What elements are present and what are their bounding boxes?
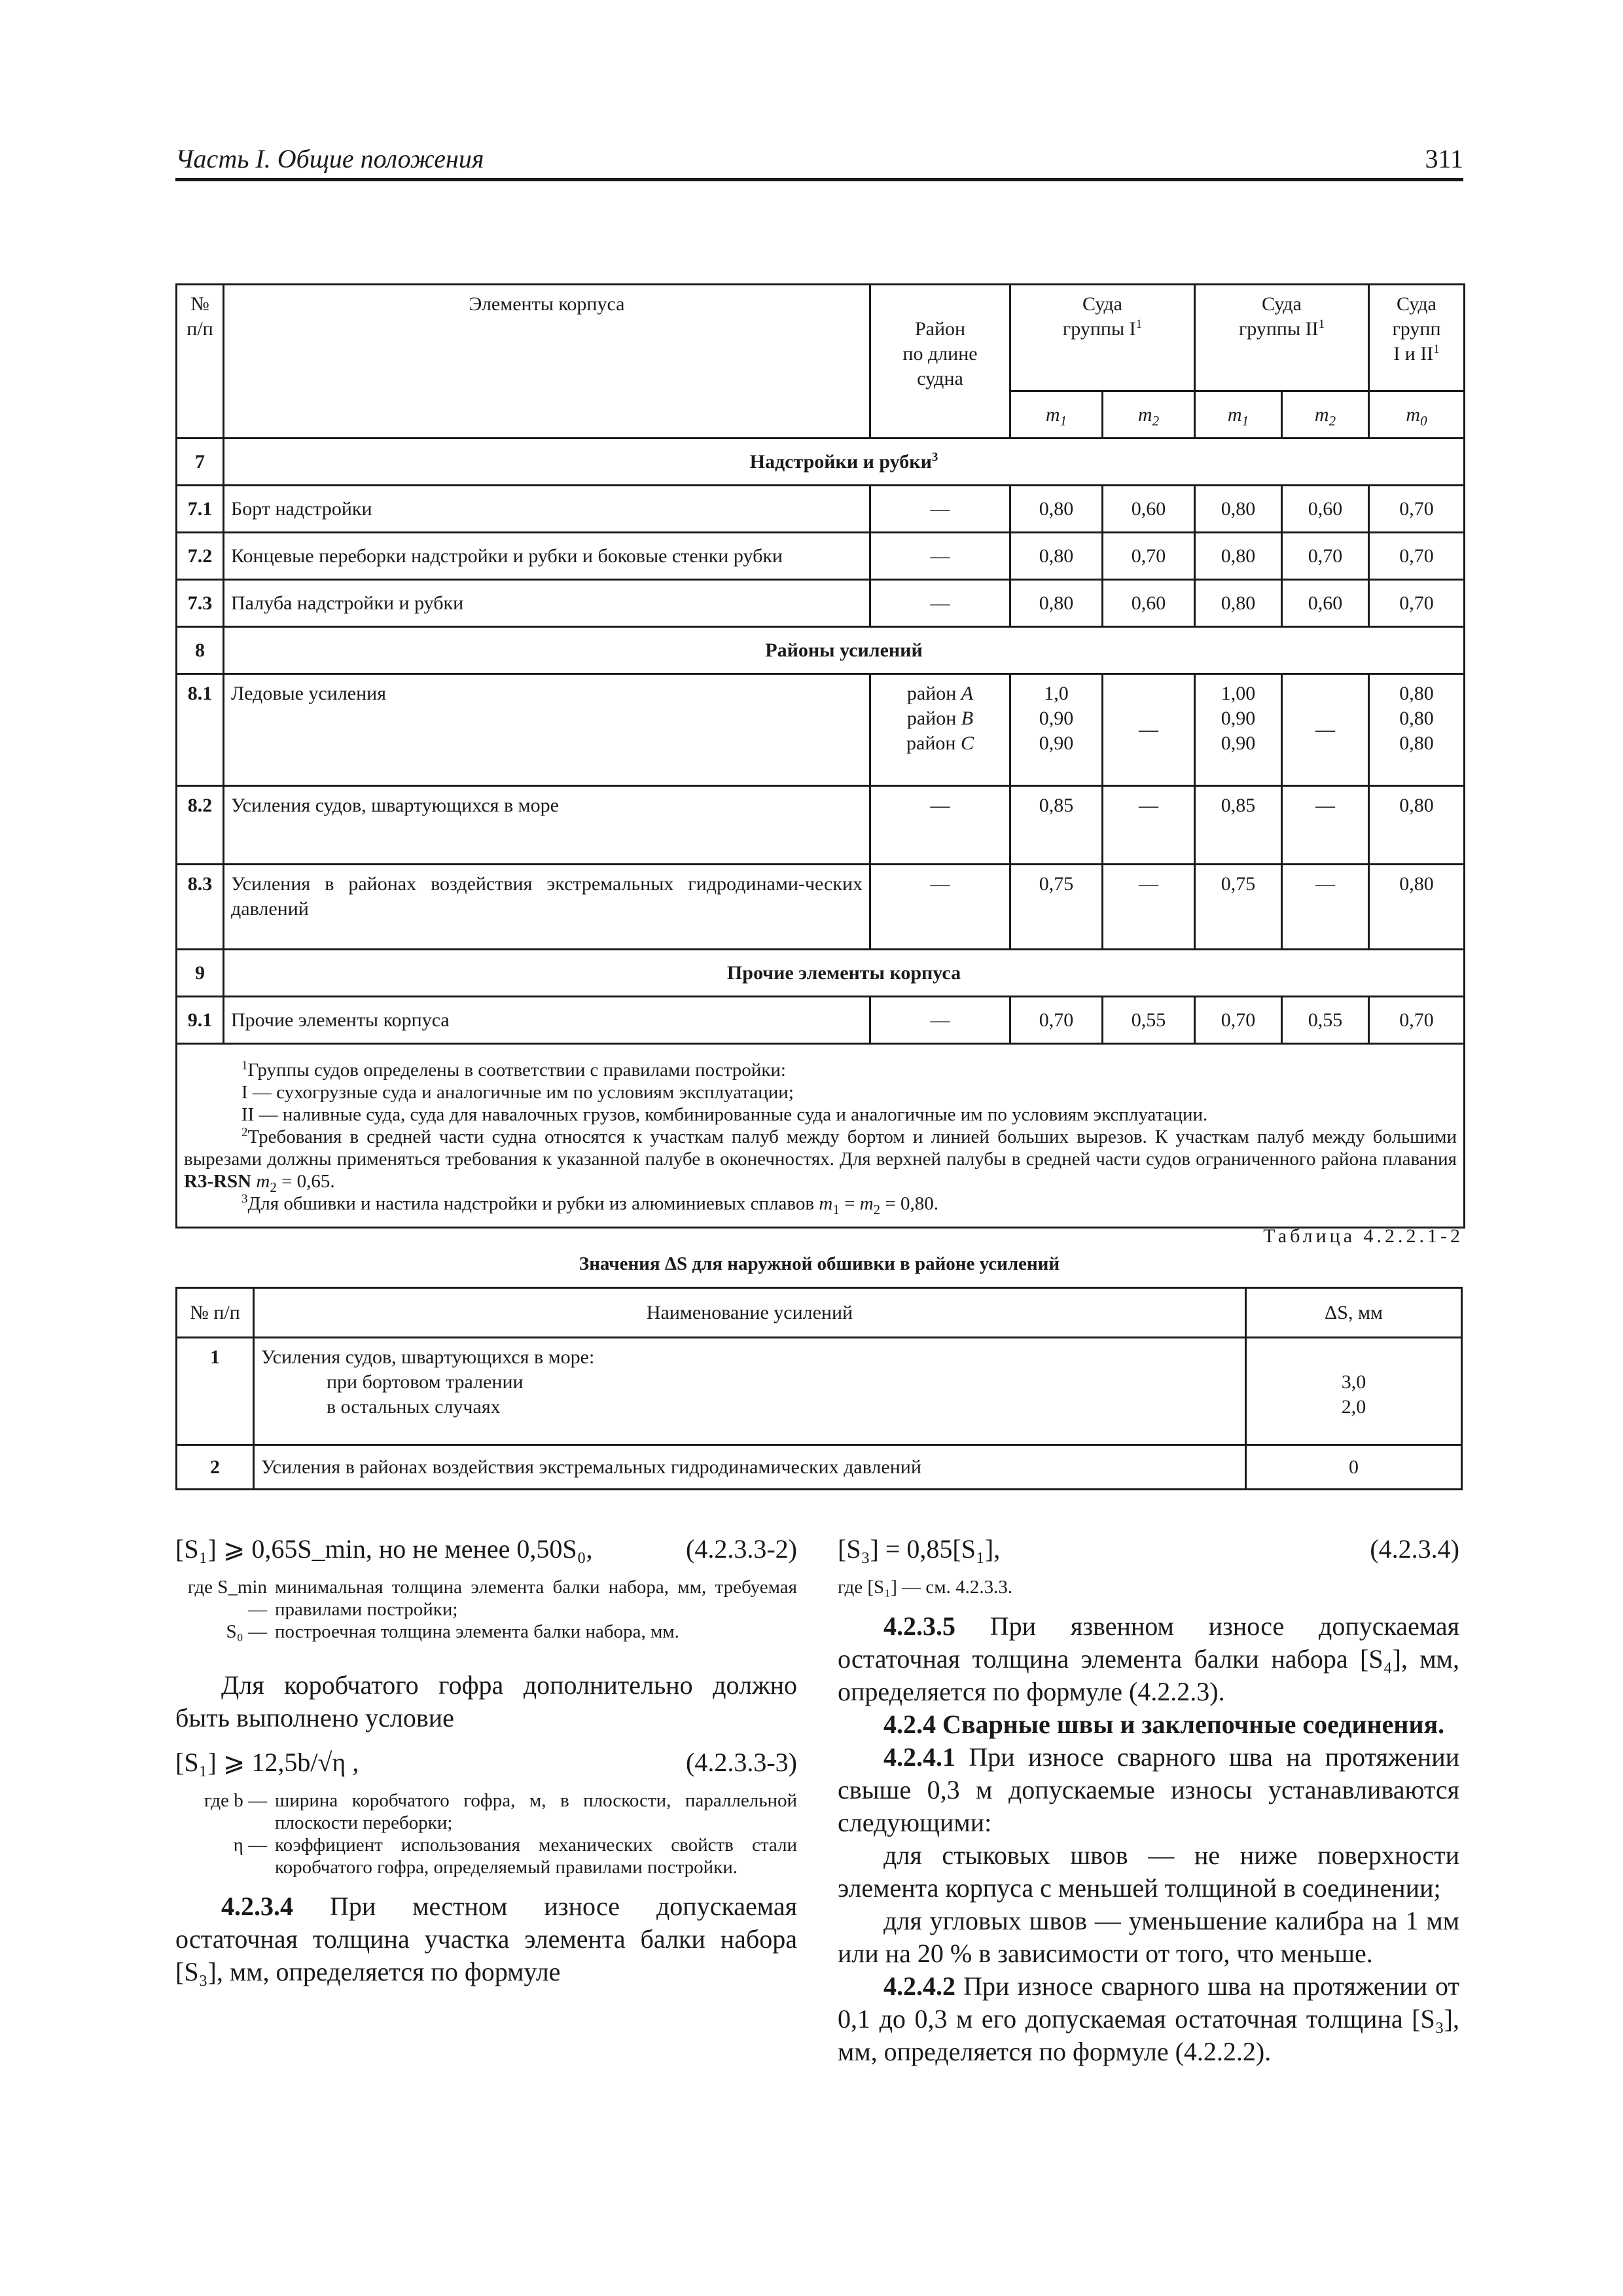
- col-header-group1: Суда группы $I^1$: [1010, 285, 1195, 391]
- cell-value: 0,80: [1010, 486, 1103, 533]
- where-b: где b — ширина коробчатого гофра, м, в плоскости, параллельной плоскости переборки;: [204, 1790, 797, 1833]
- note-1a: I — сухогрузные суда и аналогичные им по условиям эксплуатации;: [241, 1082, 794, 1103]
- table-row: [177, 1338, 1462, 1445]
- table-title: Значения ΔS для наружной обшивки в районе усилений: [579, 1253, 1060, 1274]
- cell-value: 1,00 0,90 0,90: [1195, 674, 1282, 786]
- cell-value: 0,70: [1282, 533, 1369, 580]
- row-num: 7.3: [177, 580, 224, 627]
- row-name: Усиления в районах воздействия экстремальных гидродинами-ческих давлений: [224, 865, 870, 950]
- chapter-title: Часть I. Общие положения: [175, 144, 484, 173]
- table-row: [177, 674, 1465, 786]
- section-num: 7: [177, 439, 224, 486]
- table-row: [177, 533, 1465, 580]
- section-heading-4-2-4: 4.2.4 Сварные швы и заклепочные соединения.: [883, 1710, 1445, 1739]
- cell-value: 0,70: [1369, 997, 1465, 1044]
- col-header-m1-g2: $m_1$: [1195, 391, 1282, 439]
- col-header-name: Наименование усилений: [254, 1288, 1246, 1338]
- page-header: [175, 143, 1463, 179]
- note-3: $^3$Для обшивки и настила надстройки и рубки из алюминиевых сплавов $m_1 = m_2 = 0,80$.: [241, 1192, 938, 1217]
- cell-value: 0,80: [1195, 580, 1282, 627]
- cell-value: 0,75: [1010, 865, 1103, 950]
- section-row: [177, 627, 1465, 674]
- paragraph-4-2-4-1: 4.2.4.1 При износе сварного шва на протяжении свыше 0,3 м допускаемые износы устанавливаются следующими:: [838, 1742, 1460, 1837]
- note-1b: II — наливные суда, суда для навалочных грузов, комбинированные суда и аналогичные им по условиям эксплуатации.: [241, 1104, 1208, 1125]
- right-column: [838, 1533, 1459, 2068]
- table-label: Таблица 4.2.2.1-2: [1263, 1225, 1463, 1247]
- header-rule: [175, 178, 1463, 181]
- col-header-region: Район по длине судна: [870, 285, 1010, 439]
- cell-value: —: [1282, 865, 1369, 950]
- row-region: район A район B район C: [870, 674, 1010, 786]
- cell-value: 0,60: [1103, 580, 1195, 627]
- row-num: 8.3: [177, 865, 224, 950]
- row-region: —: [870, 486, 1010, 533]
- section-num: 9: [177, 950, 224, 997]
- left-column: [175, 1533, 797, 1988]
- cell-value: 0,60: [1282, 486, 1369, 533]
- page-number: 311: [1425, 144, 1463, 173]
- section-title: Районы усилений: [224, 627, 1465, 674]
- paragraph-4-2-3-4: 4.2.3.4 При местном износе допускаемая остаточная толщина участка элемента балки набора [S₃], мм, определяется по формуле: [175, 1892, 797, 1986]
- cell-value: —: [1103, 674, 1195, 786]
- col-header-m0: $m_0$: [1369, 391, 1465, 439]
- table-row: [177, 580, 1465, 627]
- col-header-m1-g1: $m_1$: [1010, 391, 1103, 439]
- cell-value: 0,80: [1369, 865, 1465, 950]
- cell-value: 0,80: [1369, 786, 1465, 865]
- row-region: —: [870, 786, 1010, 865]
- cell-value: 0,85: [1010, 786, 1103, 865]
- cell-value: 0,80: [1195, 486, 1282, 533]
- cell-value: —: [1282, 786, 1369, 865]
- row-num: 9.1: [177, 997, 224, 1044]
- table-notes: [177, 1044, 1465, 1228]
- row-region: —: [870, 580, 1010, 627]
- cell-value: 0: [1246, 1445, 1462, 1490]
- formula-4-2-3-3-3: [S₁] ⩾ 12,5b/√η , (4.2.3.3-3): [175, 1748, 797, 1777]
- row-num: 8.1: [177, 674, 224, 786]
- where-eta: η — коэффициент использования механических свойств стали коробчатого гофра, определяемый правилами постройки.: [233, 1835, 797, 1878]
- row-num: 8.2: [177, 786, 224, 865]
- where-smin: где S_min — минимальная толщина элемента балки набора, мм, требуемая правилами постройки;: [187, 1577, 797, 1620]
- paragraph: Для коробчатого гофра дополнительно должно быть выполнено условие: [175, 1670, 797, 1732]
- row-name: Прочие элементы корпуса: [224, 997, 870, 1044]
- cell-value: 0,85: [1195, 786, 1282, 865]
- cell-value: 0,70: [1195, 997, 1282, 1044]
- cell-value: 0,80 0,80 0,80: [1369, 674, 1465, 786]
- row-region: —: [870, 997, 1010, 1044]
- section-title: Прочие элементы корпуса: [224, 950, 1465, 997]
- col-header-group2: Суда группы $II^1$: [1195, 285, 1369, 391]
- table-row: [177, 486, 1465, 533]
- cell-value: 0,55: [1282, 997, 1369, 1044]
- col-header-num: № п/п: [177, 285, 224, 439]
- row-name: Усиления судов, швартующихся в море: [224, 786, 870, 865]
- row-num: 7.1: [177, 486, 224, 533]
- delta-s-table: [175, 1287, 1463, 1490]
- col-header-elements: Элементы корпуса: [224, 285, 870, 439]
- cell-value: —: [1103, 786, 1195, 865]
- cell-value: —: [1103, 865, 1195, 950]
- cell-value: 3,0 2,0: [1246, 1338, 1462, 1445]
- col-header-m2-g1: $m_2$: [1103, 391, 1195, 439]
- paragraph-4-2-4-2: 4.2.4.2 При износе сварного шва на протяжении от 0,1 до 0,3 м его допускаемая остаточная толщина [S₃], мм, определяется по формуле (4.2.2.2).: [838, 1971, 1460, 2066]
- cell-value: 0,60: [1282, 580, 1369, 627]
- paragraph-4-2-3-5: 4.2.3.5 При язвенном износе допускаемая остаточная толщина элемента балки набора [S₄], мм, определяется по формуле (4.2.2.3).: [838, 1611, 1460, 1706]
- table-notes-row: [177, 1044, 1465, 1228]
- table-row: [177, 865, 1465, 950]
- cell-value: 0,80: [1010, 580, 1103, 627]
- cell-value: 0,70: [1010, 997, 1103, 1044]
- note-2: $^2$Требования в средней части судна относятся к участкам палуб между бортом и линией больших вырезов. К участкам палуб между большими вырезами должны применяться требования к указанной палубе в оконечностях. Для верхней палубы в средней части судов ограниченного района плавания R3-RSN $m_2 = 0,65$.: [184, 1125, 1457, 1195]
- cell-value: —: [1282, 674, 1369, 786]
- hull-elements-table: [175, 283, 1465, 1229]
- section-title: Надстройки и рубки$^3$: [224, 439, 1465, 486]
- where-s0: S₀ — построечная толщина элемента балки набора, мм.: [226, 1621, 679, 1642]
- row-num: 2: [177, 1445, 254, 1490]
- row-region: —: [870, 533, 1010, 580]
- section-num: 8: [177, 627, 224, 674]
- formula-4-2-3-3-2: [S₁] ⩾ 0,65S_min, но не менее 0,50S₀, (4.2.3.3-2): [175, 1534, 797, 1564]
- row-num: 7.2: [177, 533, 224, 580]
- where-s1: где [S₁] — см. 4.2.3.3.: [838, 1577, 1013, 1598]
- cell-value: 0,75: [1195, 865, 1282, 950]
- row-name: Ледовые усиления: [224, 674, 870, 786]
- col-header-num: № п/п: [177, 1288, 254, 1338]
- row-name: Борт надстройки: [224, 486, 870, 533]
- row-region: —: [870, 865, 1010, 950]
- section-row: [177, 950, 1465, 997]
- cell-value: 0,70: [1369, 533, 1465, 580]
- formula-4-2-3-4: [S₃] = 0,85[S₁], (4.2.3.4): [838, 1534, 1459, 1564]
- row-name: Палуба надстройки и рубки: [224, 580, 870, 627]
- row-name: Концевые переборки надстройки и рубки и боковые стенки рубки: [224, 533, 870, 580]
- paragraph: для стыковых швов — не ниже поверхности элемента корпуса с меньшей толщиной в соединении;: [838, 1840, 1459, 1903]
- cell-value: 0,55: [1103, 997, 1195, 1044]
- table-row: [177, 786, 1465, 865]
- cell-value: 1,0 0,90 0,90: [1010, 674, 1103, 786]
- row-num: 1: [177, 1338, 254, 1445]
- col-header-m2-g2: $m_2$: [1282, 391, 1369, 439]
- paragraph: для угловых швов — уменьшение калибра на 1 мм или на 20 % в зависимости от того, что меньше.: [838, 1906, 1459, 1968]
- cell-value: 0,80: [1195, 533, 1282, 580]
- col-header-ds: ΔS, мм: [1246, 1288, 1462, 1338]
- cell-value: 0,80: [1010, 533, 1103, 580]
- cell-value: 0,70: [1103, 533, 1195, 580]
- cell-value: 0,70: [1369, 580, 1465, 627]
- cell-value: 0,60: [1103, 486, 1195, 533]
- cell-value: 0,70: [1369, 486, 1465, 533]
- col-header-group12: Суда групп I и $II^1$: [1369, 285, 1465, 391]
- section-row: [177, 439, 1465, 486]
- note-1: $^1$Группы судов определены в соответствии с правилами постройки:: [241, 1058, 786, 1081]
- row-name: Усиления судов, швартующихся в море: при бортовом тралении в остальных случаях: [254, 1338, 1246, 1445]
- row-name: Усиления в районах воздействия экстремальных гидродинамических давлений: [254, 1445, 1246, 1490]
- table-row: [177, 997, 1465, 1044]
- table-row: [177, 1445, 1462, 1490]
